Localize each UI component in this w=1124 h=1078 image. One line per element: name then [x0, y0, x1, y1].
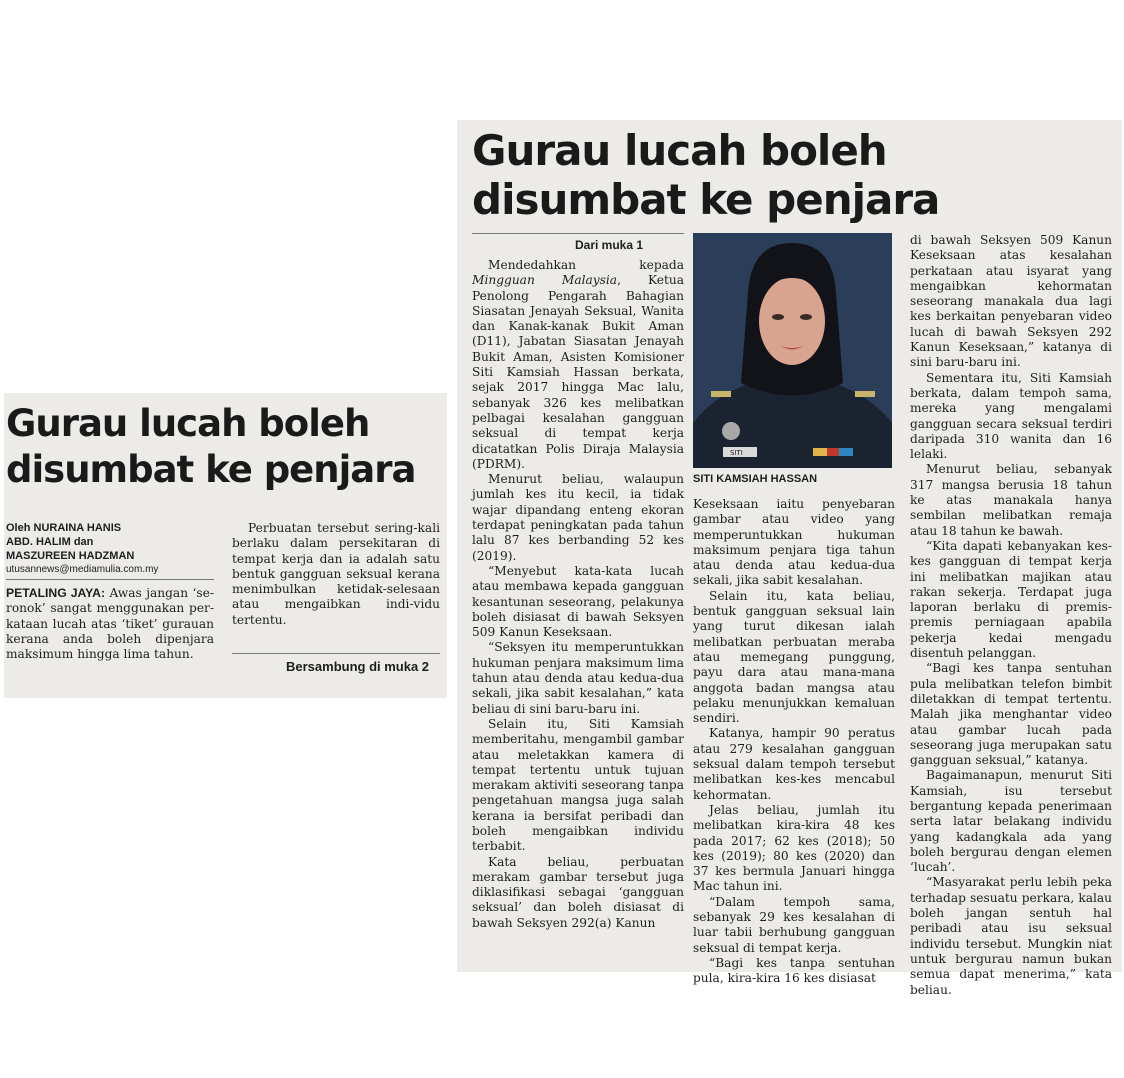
from-page-rule [472, 233, 684, 234]
paragraph: “Bagi kes tanpa sentuhan pula, kira-kira 16 kes disiasat [693, 955, 895, 986]
portrait-photo [693, 233, 892, 468]
dateline: PETALING JAYA: [6, 586, 106, 600]
paragraph-text: , Ketua Penolong Pengarah Bahagian Siasatan Jenayah Seksual, Wanita dan Kanak-kanak Bukit Aman (D11), Jabatan Siasatan Jenayah Bukit Aman, Asisten Komisioner Siti Kamsiah Hassan berkata, sejak 2017 hingga Mac lalu, sebanyak 326 kes melibatkan pelbagai kesalahan gangguan seksual di tempat kerja dicatatkan Polis Diraja Malaysia (PDRM). [472, 273, 684, 471]
paragraph: Bagaimanapun, menurut Siti Kamsiah, isu tersebut bergantung kepada penerimaan serta latar belakang individu yang kadangkala ada yang boleh bergurau dengan elemen ‘lucah’. [910, 768, 1112, 875]
front-page-clipping [4, 393, 447, 698]
paragraph: Keseksaan iaitu penyebaran gambar atau video yang memperuntukkan hukuman maksimum penjara tiga tahun atau denda atau kedua-dua sekali, jika sabit kesalahan. [693, 497, 895, 588]
byline-rule [6, 579, 214, 580]
article-column-3 [910, 233, 1112, 998]
front-paragraph: Perbuatan tersebut sering-kali berlaku dalam persekitaran di tempat kerja dan ia adalah satu bentuk gangguan seksual kerana menimbulkan ketidak-selesaan atau mengaibkan indi-vidu tertentu. [232, 521, 440, 627]
byline-line-3: MASZUREEN HADZMAN [6, 550, 135, 562]
inside-headline: Gurau lucah boleh disumbat ke penjara [472, 126, 940, 224]
front-column-1 [6, 586, 214, 662]
paragraph: “Dalam tempoh sama, sebanyak 29 kes kesalahan di luar tabii berhubung gangguan seksual di tempat kerja. [693, 894, 895, 955]
paragraph: “Bagi kes tanpa sentuhan pula melibatkan telefon bimbit diletakkan di tempat tertentu. Malah jika menghantar video atau gambar lucah pada seseorang juga merupakan satu gangguan seksual,” katanya. [910, 661, 1112, 768]
byline-email: utusannews@mediamulia.com.my [6, 564, 159, 575]
paragraph: “Menyebut kata-kata lucah atau membawa kepada gangguan kesantunan seseorang, pelakunya boleh disiasat di bawah Seksyen 509 Kanun Keseksaan. [472, 563, 684, 640]
paragraph: Menurut beliau, walaupun jumlah kes itu kecil, ia tidak wajar dipandang enteng ekoran terdapat peningkatan pada tahun lalu 87 kes berbanding 52 kes (2019). [472, 472, 684, 563]
paragraph: Kata beliau, perbuatan merakam gambar tersebut juga diklasifikasi sebagai ‘gangguan seksual’ dan boleh disiasat di bawah Seksyen 292(a) Kanun [472, 854, 684, 930]
portrait-illustration [693, 233, 892, 468]
paragraph: Mendedahkan kepada Mingguan Malaysia, Ketua Penolong Pengarah Bahagian Siasatan Jenayah Seksual, Wanita dan Kanak-kanak Bukit Aman (D11), Jabatan Siasatan Jenayah Bukit Aman, Asisten Komisioner Siti Kamsiah Hassan berkata, sejak 2017 hingga Mac lalu, sebanyak 326 kes melibatkan pelbagai kesalahan gangguan seksual di tempat kerja dicatatkan Polis Diraja Malaysia (PDRM). [472, 258, 684, 471]
paragraph: Jelas beliau, jumlah itu melibatkan kira-kira 48 kes pada 2017; 62 kes (2018); 50 kes (2019); 80 kes (2020) dan 37 kes bermula Januari hingga Mac tahun ini. [693, 802, 895, 894]
front-lead-text: Awas jangan ‘se-ronok’ sangat menggunakan per-kataan lucah atas ‘tiket’ gurauan kerana anda boleh dipenjara maksimum hingga lima tahun. [6, 586, 214, 662]
inside-page-clipping [457, 120, 1122, 997]
article-column-2 [693, 497, 895, 987]
front-column-2 [232, 521, 440, 628]
front-lead-paragraph [6, 586, 214, 662]
paragraph: di bawah Seksyen 509 Kanun Keseksaan atas kesalahan perkataan atau isyarat yang mengaibkan kehormatan seseorang manakala dua lagi kes berkaitan penyebaran video lucah di bawah Seksyen 292 Kanun Keseksaan,” katanya di sini baru-baru ini. [910, 233, 1112, 370]
publication-name: Mingguan Malaysia [472, 273, 618, 288]
paragraph: “Seksyen itu memperuntukkan hukuman penjara maksimum lima tahun atau denda atau kedua-dua sekali, jika sabit kesalahan,” kata beliau di sini baru-baru ini. [472, 640, 684, 716]
byline [6, 521, 221, 577]
photo-caption: SITI KAMSIAH HASSAN [693, 473, 818, 485]
continued-notice: Bersambung di muka 2 [286, 659, 430, 674]
paragraph: Selain itu, kata beliau, bentuk gangguan seksual lain yang turut dikesan ialah melibatkan perbuatan meraba atau memegang punggung, payu dara atau mana-mana anggota badan mangsa atau pelaku menunjukkan kemaluan sendiri. [693, 588, 895, 726]
paragraph: Katanya, hampir 90 peratus atau 279 kesalahan gangguan seksual dalam tempoh tersebut melibatkan kes-kes mencabul kehormatan. [693, 726, 895, 802]
byline-line-2: ABD. HALIM dan [6, 536, 94, 548]
photo-nametag: SITI [730, 449, 743, 457]
article-column-1 [472, 258, 684, 931]
front-headline: Gurau lucah boleh disumbat ke penjara [6, 402, 416, 491]
paragraph: Selain itu, Siti Kamsiah memberitahu, mengambil gambar atau meletakkan kamera di tempat tertentu untuk tujuan merakam aktiviti seseorang tanpa pengetahuan mangsa juga salah kerana ia bersifat peribadi dan boleh mengaibkan individu terbabit. [472, 716, 684, 854]
paragraph: Menurut beliau, sebanyak 317 mangsa berusia 18 tahun ke atas manakala hanya sembilan melibatkan remaja atau 18 tahun ke bawah. [910, 462, 1112, 538]
continued-rule [232, 653, 440, 654]
from-page-label: Dari muka 1 [575, 238, 644, 252]
paragraph: Sementara itu, Siti Kamsiah berkata, dalam tempoh sama, mereka yang mengalami gangguan secara seksual terdiri daripada 310 wanita dan 16 lelaki. [910, 370, 1112, 462]
byline-line-1: Oleh NURAINA HANIS [6, 522, 122, 534]
paragraph: “Kita dapati kebanyakan kes-kes gangguan di tempat kerja ini melibatkan majikan atau rakan sekerja. Terdapat juga laporan berlaku di premis-premis perniagaan apabila pekerja kedai mengadu disentuh pelanggan. [910, 538, 1112, 661]
paragraph: “Masyarakat perlu lebih peka terhadap sesuatu perkara, kalau boleh jangan sentuh hal peribadi atau isu seksual individu tersebut. Mungkin niat untuk bergurau namun bukan semua dapat menerima,” kata beliau. [910, 875, 1112, 997]
